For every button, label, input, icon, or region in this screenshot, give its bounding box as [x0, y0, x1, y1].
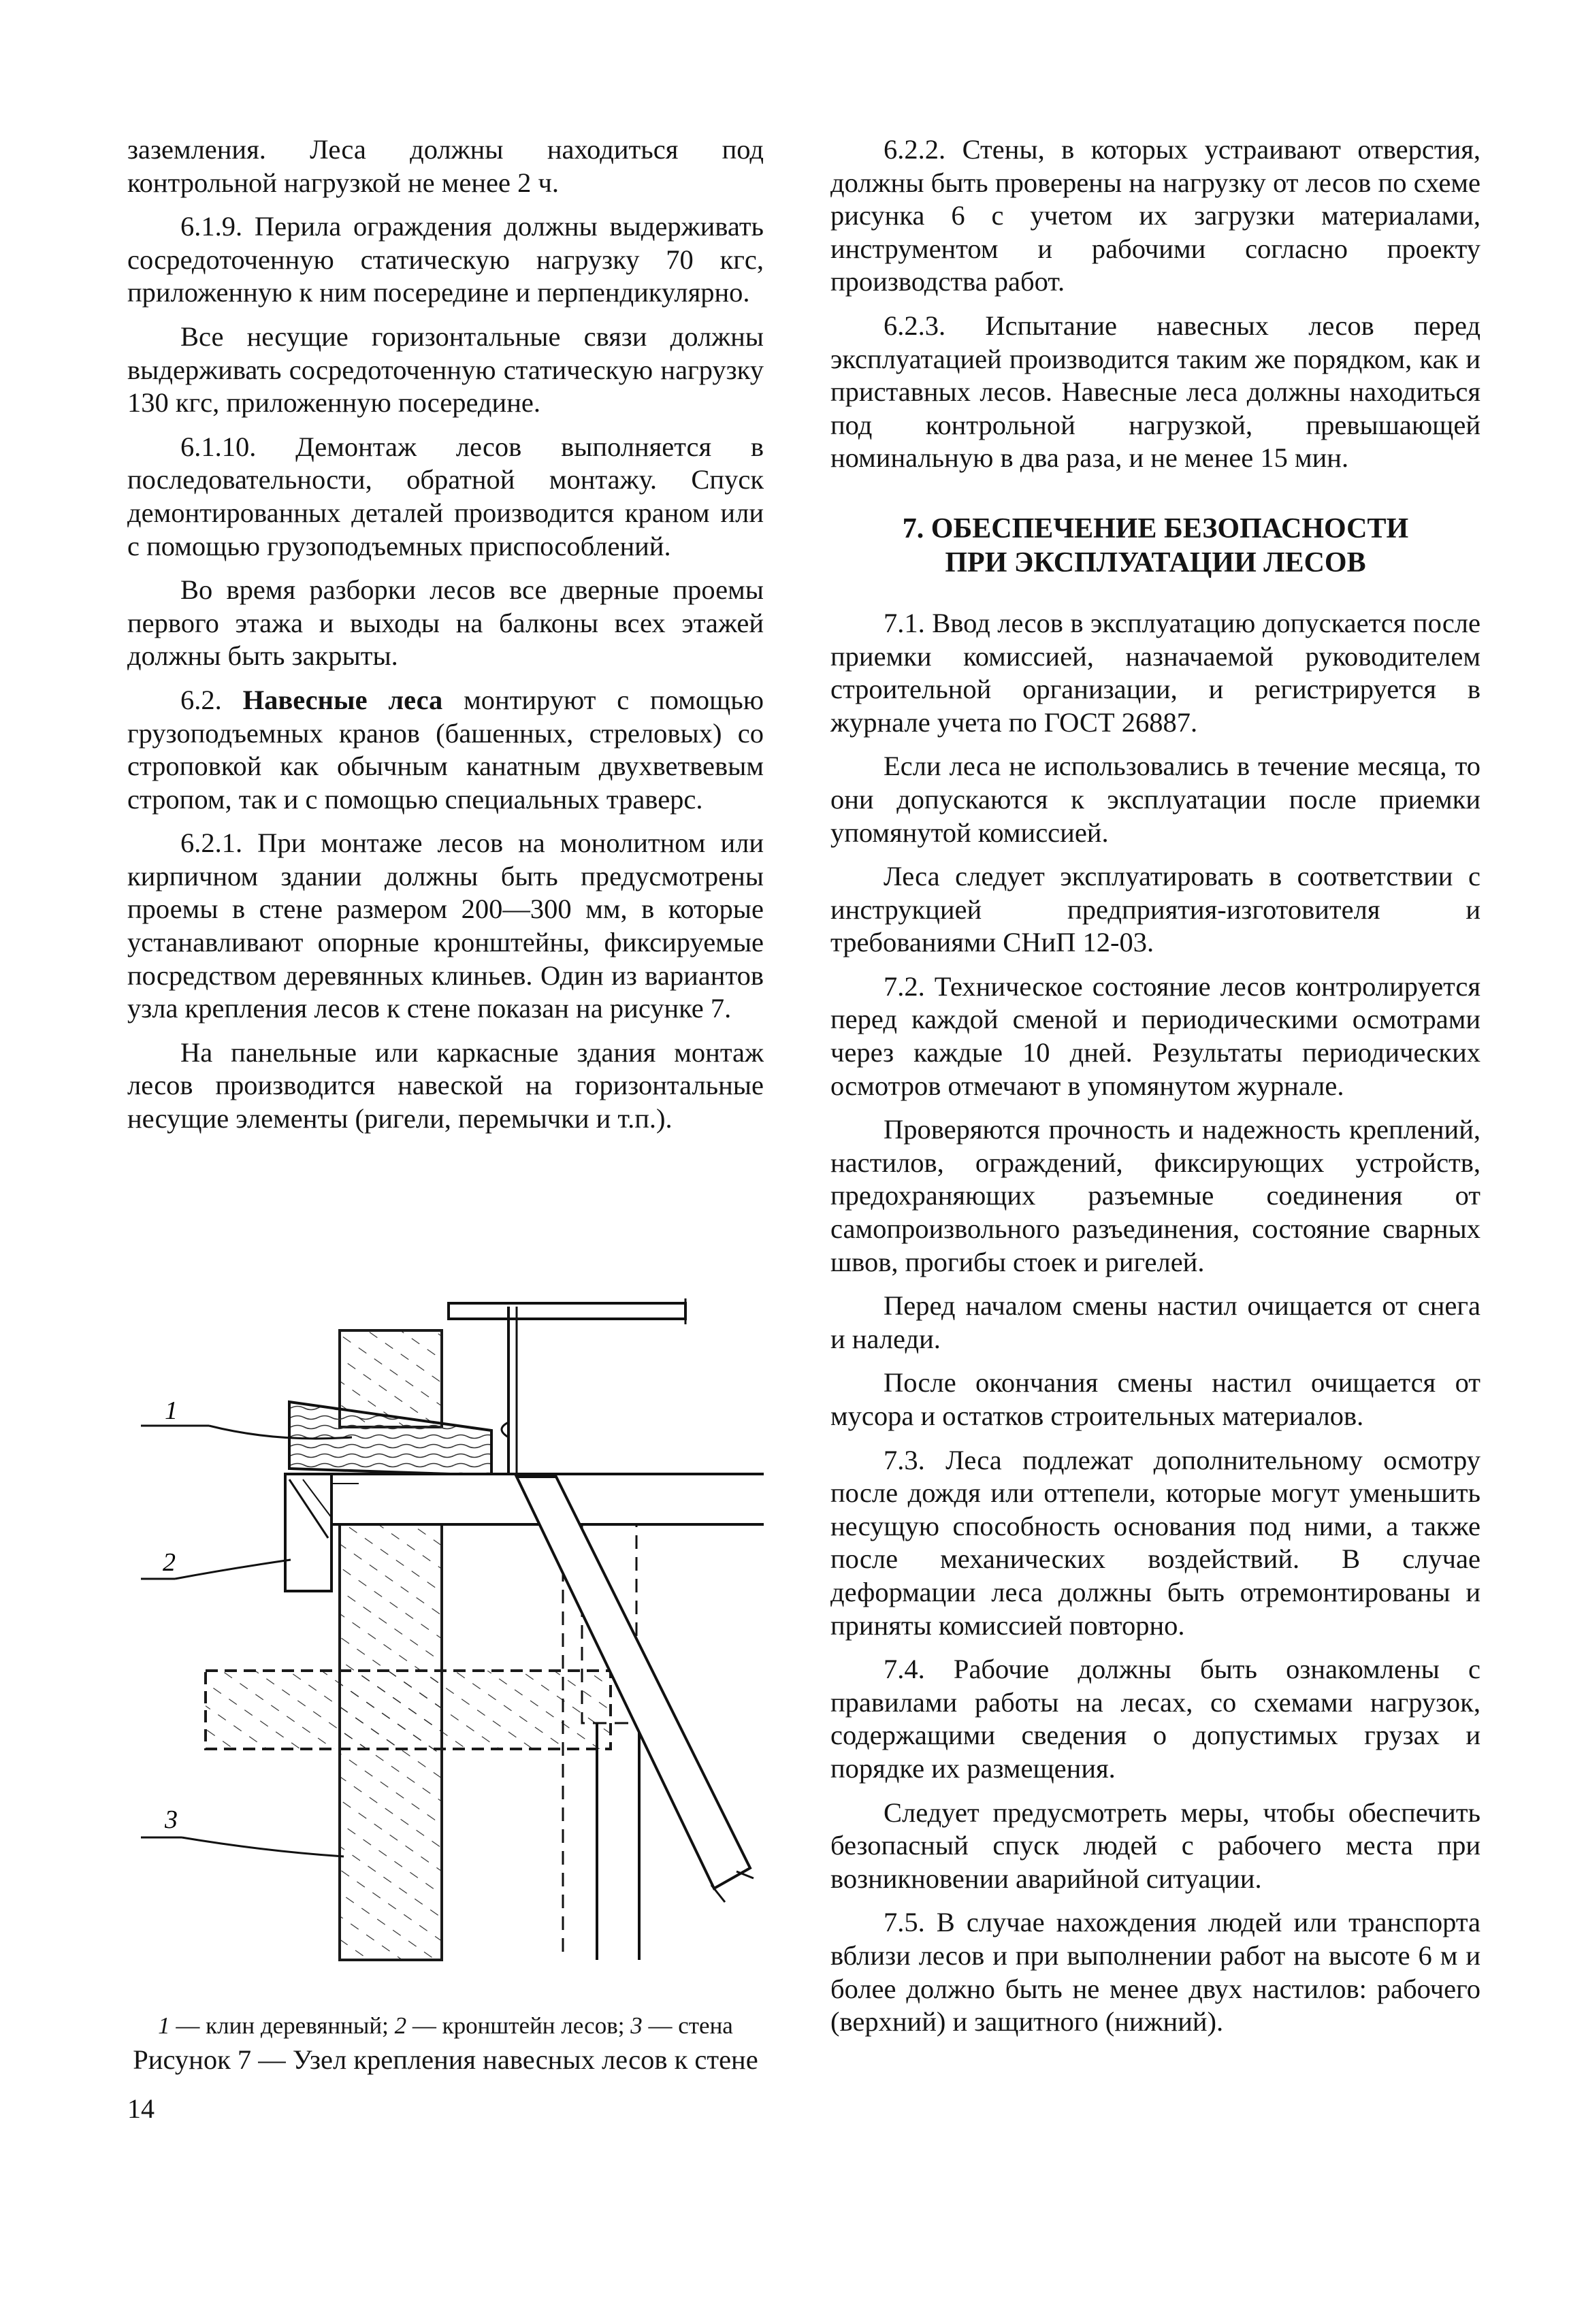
paragraph: Перед началом смены настил очищается от снега и наледи. — [830, 1290, 1480, 1354]
paragraph: Леса следует эксплуатировать в соответствии с инструкцией предприятия-изготовителя и требованиями СНиП 12-03. — [830, 861, 1480, 958]
legend-num-2: 2 — [394, 2012, 407, 2039]
scaffold-attachment-drawing — [127, 1279, 764, 1980]
paragraph-text: монтируют с помощью грузоподъемных кранов (башенных, стреловых) со строповкой как обычным канатным двухветвевым стропом, так и с помощью специальных траверс. — [127, 684, 764, 815]
paragraph: Все несущие горизонтальные связи должны выдерживать сосредоточенную статическую нагрузку 130 кгс, приложенную посередине. — [127, 321, 764, 419]
figure-label-2: 2 — [163, 1548, 176, 1577]
figure-label-1: 1 — [165, 1396, 178, 1425]
section-heading-line-1: 7. ОБЕСПЕЧЕНИЕ БЕЗОПАСНОСТИ — [902, 512, 1409, 544]
paragraph: После окончания смены настил очищается от мусора и остатков строительных материалов. — [830, 1367, 1480, 1431]
paragraph: На панельные или каркасные здания монтаж лесов производится навеской на горизонтальные несущие элементы (ригели, перемычки и т.п.). — [127, 1036, 764, 1134]
paragraph: 6.2.2. Стены, в которых устраивают отверстия, должны быть проверены на нагрузку от лесов по схеме рисунка 6 с учетом их загрузки материалами, инструментом и рабочими согласно проекту производства работ. — [830, 134, 1480, 297]
paragraph: 6.1.10. Демонтаж лесов выполняется в последовательности, обратной монтажу. Спуск демонтированных деталей производится краном или с помощью грузоподъемных приспособлений. — [127, 431, 764, 561]
clause-number: 6.2. — [180, 684, 222, 715]
legend-text-2: — кронштейн лесов; — [406, 2012, 631, 2039]
paragraph: Во время разборки лесов все дверные проемы первого этажа и выходы на балконы всех этажей должны быть закрыты. — [127, 574, 764, 672]
left-column — [127, 133, 764, 1147]
figure-legend — [127, 2011, 764, 2041]
paragraph: 7.2. Техническое состояние лесов контролируется перед каждой сменой и периодическими осмотрами через каждые 10 дней. Результаты периодических осмотров отмечают в упомянутом журнале. — [830, 970, 1480, 1101]
leader-line-3 — [182, 1837, 344, 1856]
figure-caption: Рисунок 7 — Узел крепления навесных лесов к стене — [133, 2044, 758, 2075]
legend-num-3: 3 — [630, 2012, 643, 2039]
paragraph-hanging-scaffolds — [127, 684, 764, 816]
paragraph: 6.2.1. При монтаже лесов на монолитном или кирпичном здании должны быть предусмотрены проемы в стене размером 200—300 мм, в которые устанавливают опорные кронштейны, фиксируемые посредством деревянных клиньев. Один из вариантов узла крепления лесов к стене показан на рисунке 7. — [127, 828, 764, 1024]
paragraph: Проверяются прочность и надежность креплений, настилов, ограждений, фиксирующих устройств, предохраняющих разъемные соединения от самопроизвольного разъединения, состояние сварных швов, прогибы стоек и ригелей. — [830, 1114, 1480, 1277]
slab-wall-junction — [340, 1671, 442, 1749]
paragraph: 7.1. Ввод лесов в эксплуатацию допускается после приемки комиссией, назначаемой руководителем строительной организации, и регистрируется в журнале учета по ГОСТ 26887. — [830, 607, 1480, 738]
paragraph: 7.4. Рабочие должны быть ознакомлены с правилами работы на лесах, со схемами нагрузок, содержащими сведения о допустимых грузах и порядке их размещения. — [830, 1654, 1480, 1784]
paragraph: 7.5. В случае нахождения людей или транспорта вблизи лесов и при выполнении работ на высоте 6 м и более должно быть не менее двух настилов: рабочего (верхний) и защитного (нижний). — [830, 1907, 1480, 2037]
section-heading-line-2: ПРИ ЭКСПЛУАТАЦИИ ЛЕСОВ — [945, 546, 1366, 578]
legend-text-3: — стена — [642, 2012, 733, 2039]
bold-term: Навесные леса — [242, 684, 443, 715]
right-column — [830, 133, 1480, 2050]
paragraph: Следует предусмотреть меры, чтобы обеспечить безопасный спуск людей с рабочего места при возникновении аварийной ситуации. — [830, 1797, 1480, 1894]
paragraph: заземления. Леса должны находиться под контрольной нагрузкой не менее 2 ч. — [127, 134, 764, 198]
legend-text-1: — клин деревянный; — [169, 2012, 395, 2039]
paragraph: Если леса не использовались в течение месяца, то они допускаются к эксплуатации после приемки упомянутой комиссией. — [830, 751, 1480, 848]
section-heading — [830, 512, 1480, 580]
paragraph: 6.2.3. Испытание навесных лесов перед эксплуатацией производится таким же порядком, как и приставных лесов. Навесные леса должны находиться под контрольной нагрузкой, превышающей номинальную в два раза, и не менее 15 мин. — [830, 310, 1480, 474]
figure-label-3: 3 — [165, 1805, 178, 1834]
legend-num-1: 1 — [158, 2012, 170, 2039]
page-number: 14 — [127, 2093, 155, 2124]
paragraph: 7.3. Леса подлежат дополнительному осмотру после дождя или оттепели, которые могут уменьшить несущую способность основания под ними, а также после механических воздействий. В случае деформации леса должны быть отремонтированы и приняты комиссией повторно. — [830, 1444, 1480, 1641]
figure-7 — [127, 1279, 764, 1980]
leader-line-2 — [175, 1560, 291, 1579]
deck-board — [449, 1303, 685, 1319]
paragraph: 6.1.9. Перила ограждения должны выдерживать сосредоточенную статическую нагрузку 70 кгс, приложенную к ним посередине и перпендикулярно. — [127, 211, 764, 308]
